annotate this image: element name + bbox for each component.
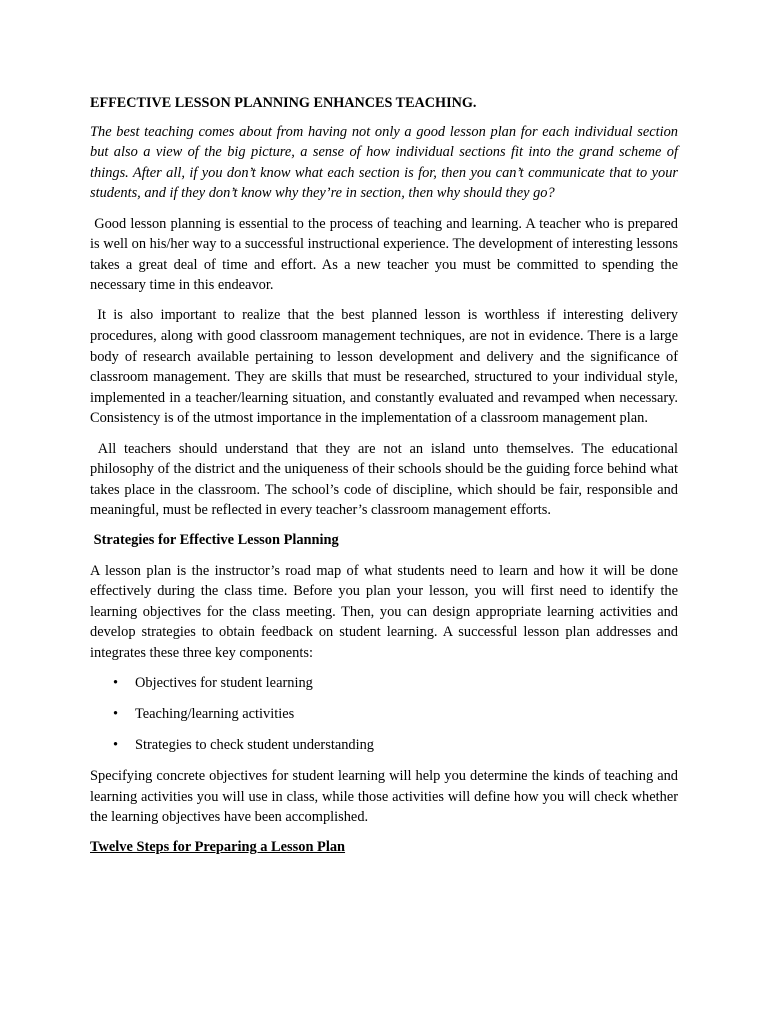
intro-paragraph: The best teaching comes about from having not only a good lesson plan for each individual section but also a view of the big picture, a sense of how individual sections fit into the grand scheme of things. After all, if you don’t know what each section is for, then you can’t communicate that to your students, and if they don’t know why they’re in section, then why should they go? bbox=[90, 123, 678, 202]
body-paragraph-planning: Good lesson planning is essential to the process of teaching and learning. A teacher who is prepared is well on his/her way to a successful instructional experience. The development of interesting lessons takes a great deal of time and effort. As a new teacher you must be committed to spending the necessary time in this endeavor. bbox=[90, 215, 682, 294]
components-list bbox=[90, 673, 678, 756]
body-paragraph-delivery: It is also important to realize that the best planned lesson is worthless if interesting delivery procedures, along with good classroom management techniques, are not in evidence. There is a large body of research available pertaining to lesson development and delivery and the significance of classroom management. They are skills that must be researched, structured to your individual style, implemented in a teacher/learning situation, and constantly evaluated and revamped when necessary. Consistency is of the utmost importance in the implementation of a classroom management plan. bbox=[90, 307, 682, 427]
document-title: EFFECTIVE LESSON PLANNING ENHANCES TEACHING. bbox=[90, 95, 477, 111]
list-item-text: Objectives for student learning bbox=[135, 675, 313, 692]
steps-heading: Twelve Steps for Preparing a Lesson Plan bbox=[90, 839, 346, 856]
bullet-icon: • bbox=[113, 675, 119, 692]
list-item-text: Teaching/learning activities bbox=[135, 706, 295, 723]
strategies-heading: Strategies for Effective Lesson Planning bbox=[90, 532, 339, 549]
bullet-icon: • bbox=[113, 737, 119, 754]
list-item bbox=[90, 735, 678, 756]
body-paragraph-philosophy: All teachers should understand that they are not an island unto themselves. The educational philosophy of the district and the uniqueness of their schools should be the guiding force behind what takes place in the classroom. The school’s code of discipline, which should be fair, responsible and meaningful, must be reflected in every teacher’s classroom management efforts. bbox=[90, 440, 682, 519]
list-item-text: Strategies to check student understanding bbox=[135, 737, 374, 754]
bullet-icon: • bbox=[113, 706, 119, 723]
strategies-paragraph: A lesson plan is the instructor’s road map of what students need to learn and how it will be done effectively during the class time. Before you plan your lesson, you will first need to identify the learning objectives for the class meeting. Then, you can design appropriate learning activities and develop strategies to obtain feedback on student learning. A successful lesson plan addresses and integrates these three key components: bbox=[90, 562, 678, 661]
closing-paragraph: Specifying concrete objectives for student learning will help you determine the kinds of teaching and learning activities you will use in class, while those activities will define how you will check whether the learning objectives have been accomplished. bbox=[90, 768, 678, 826]
list-item bbox=[90, 704, 678, 725]
list-item bbox=[90, 673, 678, 694]
